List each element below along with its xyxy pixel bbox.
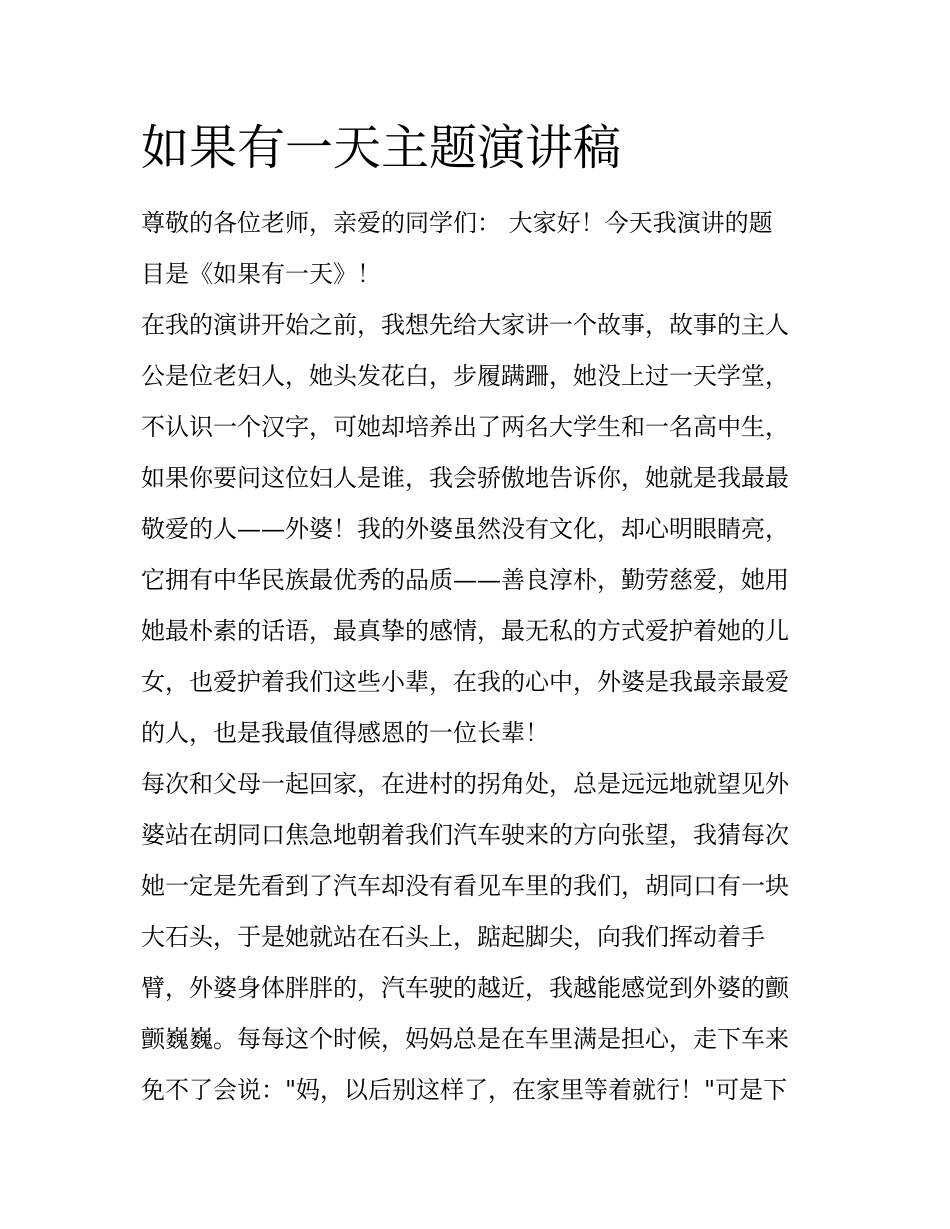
text-line: 在我的演讲开始之前，我想先给大家讲一个故事，故事的主人	[141, 311, 789, 339]
text-line: 她一定是先看到了汽车却没有看见车里的我们，胡同口有一块	[141, 872, 789, 900]
text-line: 敬爱的人——外婆！我的外婆虽然没有文化，却心明眼睛亮，	[141, 515, 789, 543]
text-line: 女，也爱护着我们这些小辈，在我的心中，外婆是我最亲最爱	[141, 668, 789, 696]
text-line: 婆站在胡同口焦急地朝着我们汽车驶来的方向张望，我猜每次	[141, 821, 789, 849]
text-line: 臂，外婆身体胖胖的，汽车驶的越近，我越能感觉到外婆的颤	[141, 974, 789, 1002]
text-line: 的人，也是我最值得感恩的一位长辈！	[141, 719, 549, 747]
text-line: 如果你要问这位妇人是谁，我会骄傲地告诉你，她就是我最最	[141, 464, 789, 492]
text-line: 不认识一个汉字，可她却培养出了两名大学生和一名高中生，	[141, 413, 789, 441]
speech-body	[141, 198, 821, 1116]
text-line: 免不了会说："妈，以后别这样了，在家里等着就行！"可是下	[141, 1076, 788, 1104]
text-line: 大石头，于是她就站在石头上，踮起脚尖，向我们挥动着手	[141, 923, 765, 951]
text-line: 每次和父母一起回家，在进村的拐角处，总是远远地就望见外	[141, 770, 789, 798]
text-line: 尊敬的各位老师，亲爱的同学们： 大家好！今天我演讲的题	[141, 209, 773, 237]
text-line: 公是位老妇人，她头发花白，步履蹒跚，她没上过一天学堂，	[141, 362, 789, 390]
text-line: 它拥有中华民族最优秀的品质——善良淳朴，勤劳慈爱，她用	[141, 566, 789, 594]
page-title: 如果有一天主题演讲稿	[141, 120, 622, 176]
text-line: 颤巍巍。每每这个时候，妈妈总是在车里满是担心，走下车来	[141, 1025, 789, 1053]
text-line: 她最朴素的话语，最真挚的感情，最无私的方式爱护着她的儿	[141, 617, 789, 645]
text-line: 目是《如果有一天》！	[141, 260, 381, 288]
